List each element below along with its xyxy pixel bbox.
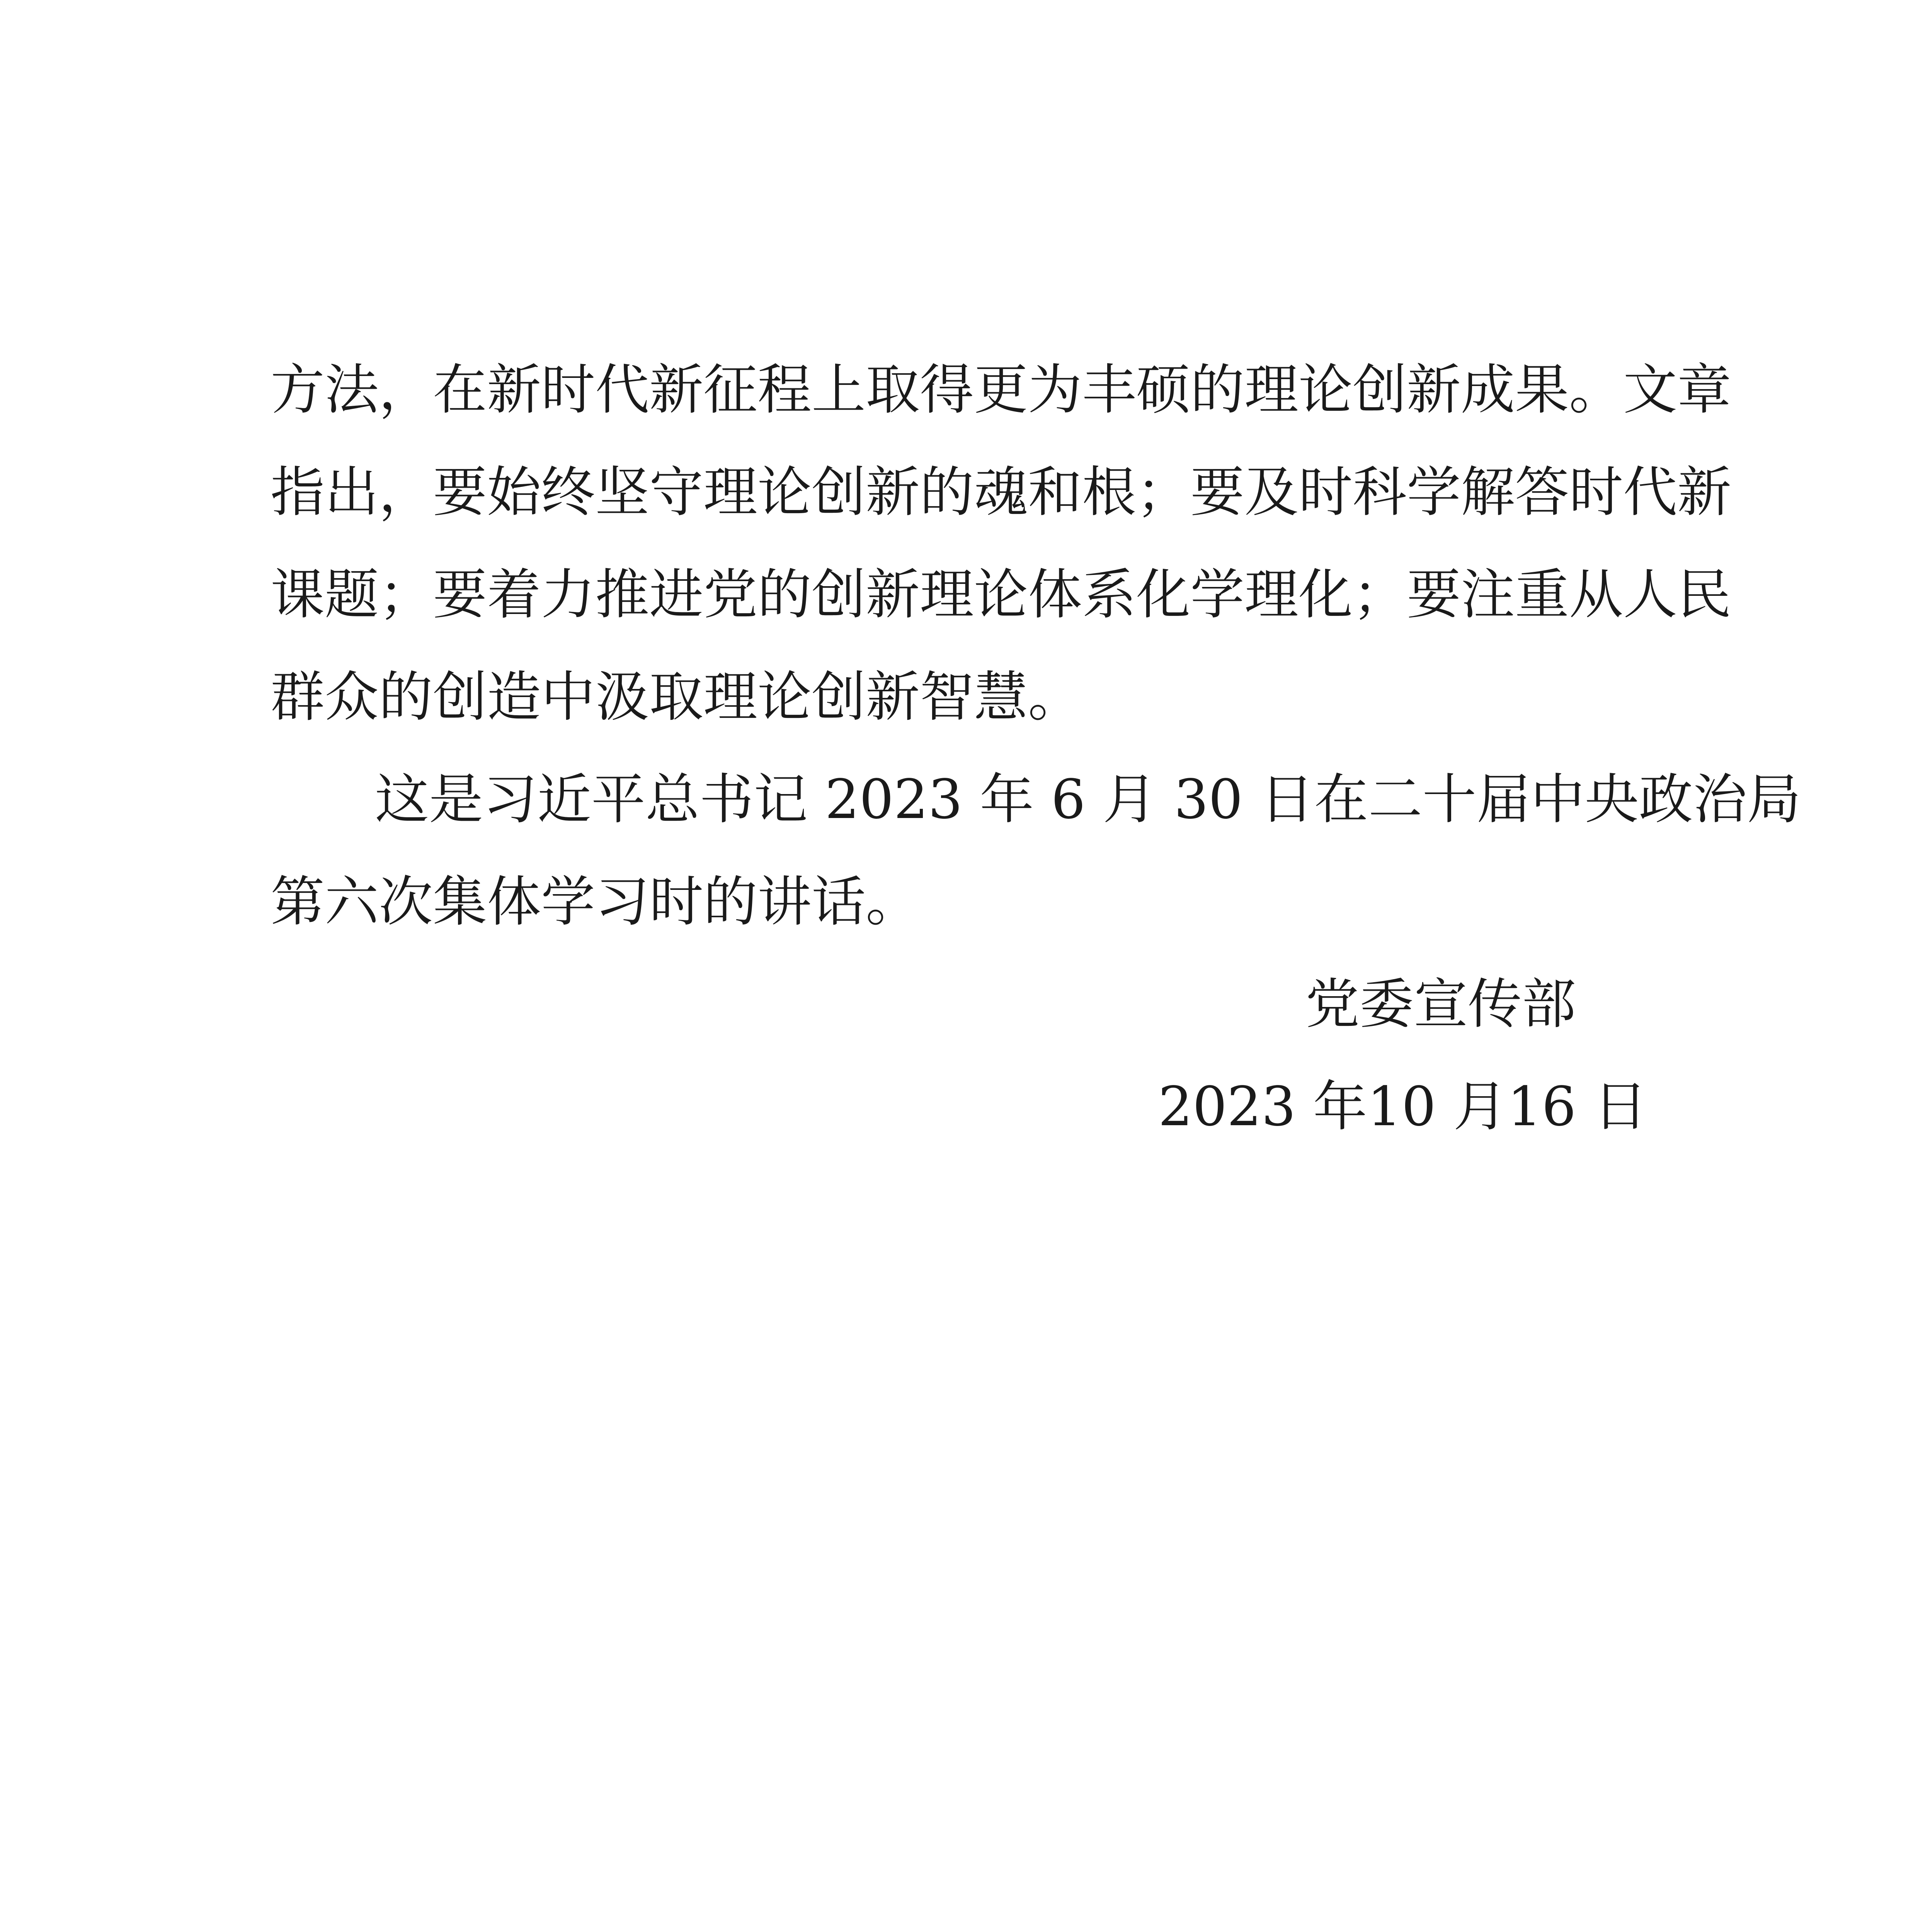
signature-date: 2023 年10 月16 日 <box>1158 1075 1647 1138</box>
paragraph-1-line-3: 课题；要着力推进党的创新理论体系化学理化；要注重从人民 <box>271 563 1732 626</box>
paragraph-2-line-2: 第六次集体学习时的讲话。 <box>271 871 920 934</box>
paragraph-1-line-4: 群众的创造中汲取理论创新智慧。 <box>271 666 1082 729</box>
paragraph-1-line-2: 指出，要始终坚守理论创新的魂和根；要及时科学解答时代新 <box>271 461 1732 524</box>
paragraph-1-line-1: 方法，在新时代新征程上取得更为丰硕的理论创新成果。文章 <box>271 359 1732 422</box>
paragraph-2-line-1: 这是习近平总书记 2023 年 6 月 30 日在二十届中央政治局 <box>375 768 1801 831</box>
signature-department: 党委宣传部 <box>1305 973 1576 1036</box>
